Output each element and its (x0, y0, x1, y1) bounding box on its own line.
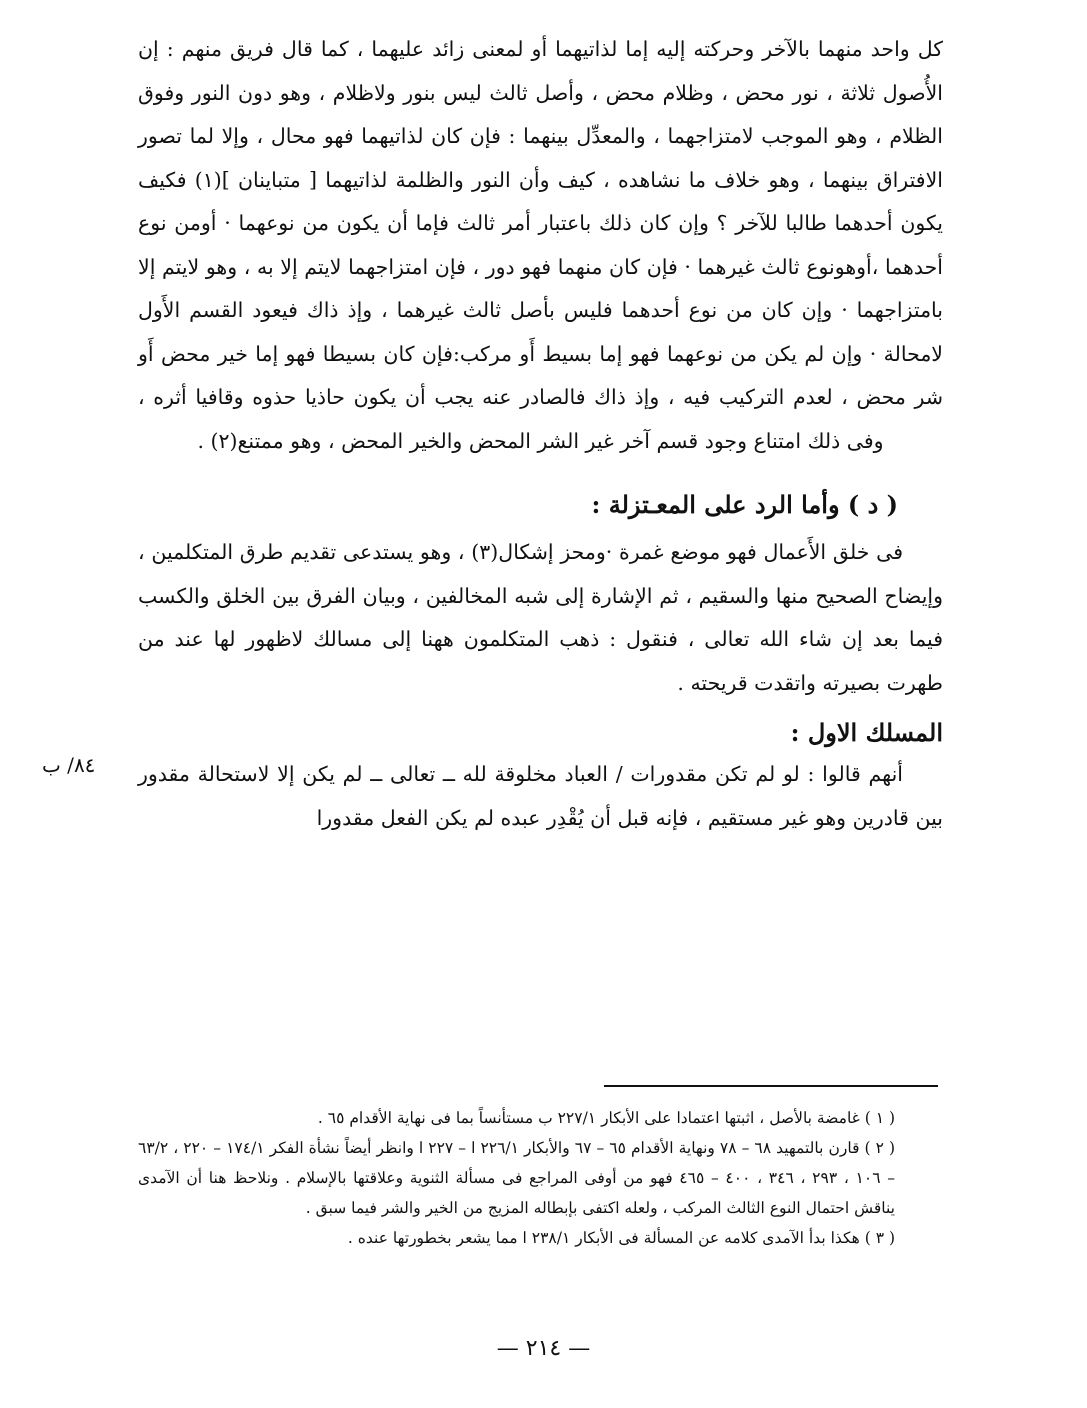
footnote-1: ( ١ ) غامضة بالأصل ، اثبتها اعتمادا على الأبكار ٢٢٧/١ ب مستأنساً بما فى نهاية الأقدام ٦٥ . (317, 1109, 895, 1127)
footnote-2: ( ٢ ) قارن بالتمهيد ٦٨ – ٧٨ ونهاية الأقدام ٦٥ – ٦٧ والأبكار ٢٢٦/١ ا – ٢٢٧ ا وانظر أيضاً نشأة الفكر ١٧٤/١ – ٢٢٠ ، ٦٣/٢ – ١٠٦ ، ٢٩٣ ، ٣٤٦ ، ٤٠٠ – ٤٦٥ فهو من أوفى المراجع فى مسألة الثنوية وعلاقتها بالإسلام . ونلاحظ هنا أن الآمدى يناقش احتمال النوع الثالث المركب ، ولعله اكتفى بإبطاله المزيج من الخير والشر فيما سبق . (138, 1139, 896, 1217)
section-heading-mutazila: ( د ) وأما الرد على المعـتزلة : (591, 490, 898, 519)
paragraph-2-text: فى خلق الأَعمال فهو موضع غمرة ·ومحز إشكال(٣) ، وهو يستدعى تقديم طرق المتكلمين ، وإيضاح الصحيح منها والسقيم ، ثم الإشارة إلى شبه المخالفين ، وبيان الفرق بين الخلق والكسب فيما بعد إن شاء الله تعالى ، فنقول : ذهب المتكلمون ههنا إلى مسالك لاظهور لها عند من طهرت بصيرته واتقدت قريحته . (138, 540, 943, 695)
footnote-3: ( ٣ ) هكذا بدأ الآمدى كلامه عن المسألة فى الأبكار ٢٣٨/١ ا مما يشعر بخطورتها عنده . (347, 1229, 895, 1247)
footnotes (138, 1103, 943, 1253)
page-number: — ٢١٤ — (496, 1336, 591, 1361)
paragraph-3-block (42, 753, 943, 840)
paragraph-2 (138, 531, 943, 705)
paragraph-1: كل واحد منهما بالآخر وحركته إليه إما لذاتيهما أو لمعنى زائد عليهما ، كما قال فريق منهم : إن الأُصول ثلاثة ، نور محض ، وظلام محض ، وأصل ثالث ليس بنور ولاظلام ، وهو دون النور وفوق الظلام ، وهو الموجب لامتزاجهما ، والمعدِّل بينهما : فإن كان لذاتيهما فهو محال ، وإلا لما تصور الافتراق بينهما ، وهو خلاف ما نشاهده ، كيف وأن النور والظلمة لذاتيهما [ متباينان ](١) فكيف يكون أحدهما طالبا للآخر ؟ وإن كان ذلك باعتبار أمر ثالث فإما أن يكون من نوعهما · أومن نوع أحدهما ،أوهونوع ثالث غيرهما · فإن كان منهما فهو دور ، فإن امتزاجهما لايتم إلا به ، وهو لايتم إلا بامتزاجهما · وإن كان من نوع أحدهما فليس بأصل ثالث غيرهما ، وإذ ذاك فيعود القسم الأَول لامحالة · وإن لم يكن من نوعهما فهو إما بسيط أَو مركب:فإن كان بسيطا فهو إما خير محض أَو شر محض ، لعدم التركيب فيه ، وإذ ذاك فالصادر عنه يجب أن يكون حاذيا حذوه وقافيا أثره ، وفى ذلك امتناع وجود قسم آخر غير الشر المحض والخير المحض ، وهو ممتنع(٢) . (138, 37, 943, 453)
footnote-divider (604, 1085, 938, 1087)
paragraph-3-text: أنهم قالوا : لو لم تكن مقدورات / العباد مخلوقة لله ــ تعالى ــ لم يكن إلا لاستحالة مقدور بين قادرين وهو غير مستقيم ، فإنه قبل أن يُقْدِر عبده لم يكن الفعل مقدورا (138, 762, 943, 830)
main-text (42, 28, 943, 840)
manuscript-folio-note: ٨٤/ ب (42, 753, 96, 777)
section-heading-first-path: المسلك الاول : (790, 718, 943, 747)
paragraph-3 (138, 753, 943, 840)
